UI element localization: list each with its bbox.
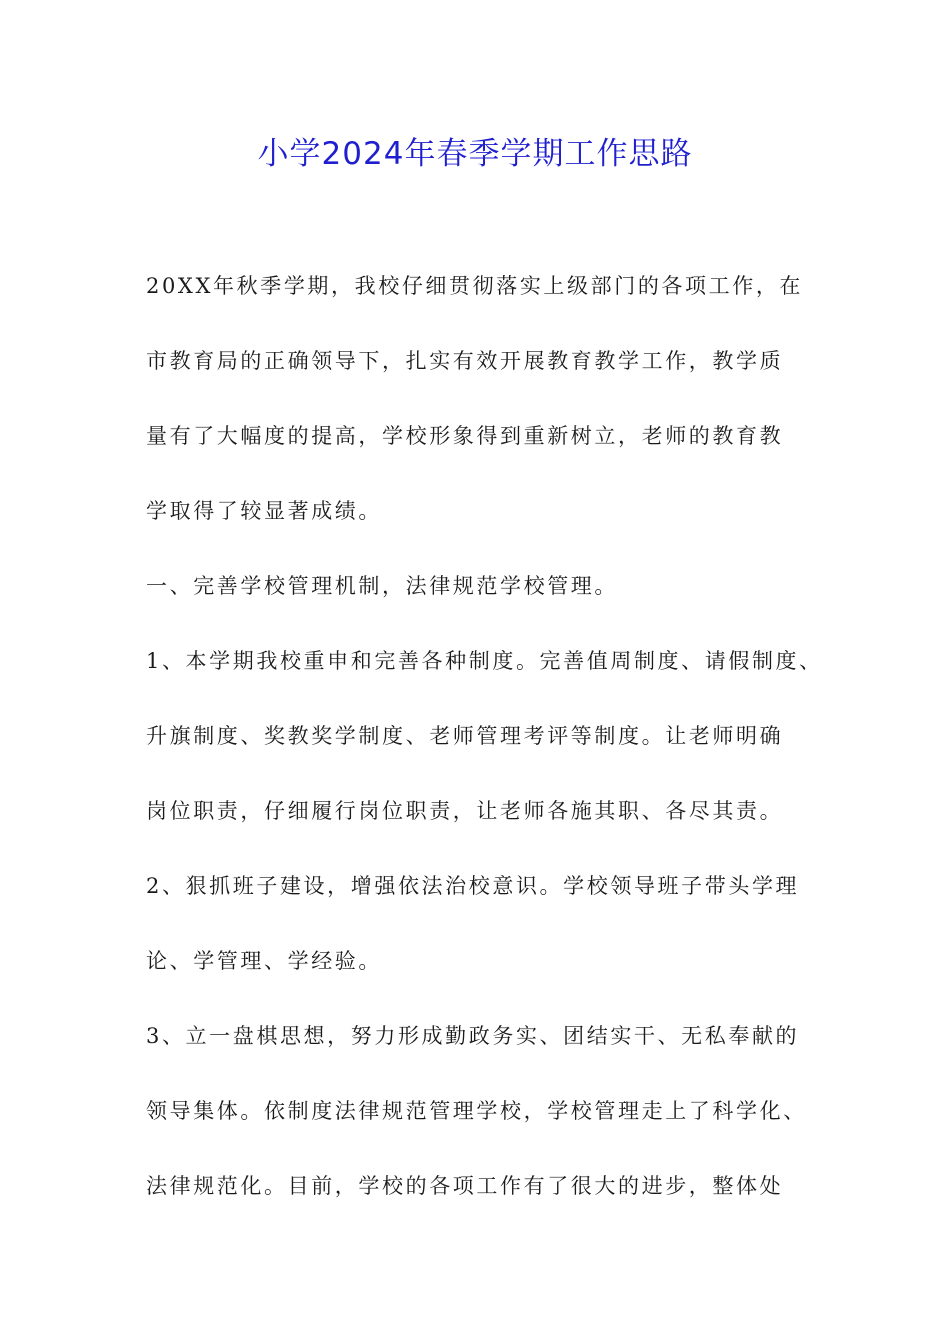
paragraph-line: 论、学管理、学经验。 [146, 949, 382, 973]
paragraph-line: 20XX年秋季学期，我校仔细贯彻落实上级部门的各项工作，在 [146, 274, 804, 298]
paragraph-line: 量有了大幅度的提高，学校形象得到重新树立，老师的教育教 [146, 424, 784, 448]
paragraph-line: 市教育局的正确领导下，扎实有效开展教育教学工作，教学质 [146, 349, 784, 373]
paragraph-line: 3、立一盘棋思想，努力形成勤政务实、团结实干、无私奉献的 [146, 1024, 800, 1048]
paragraph-line: 领导集体。依制度法律规范管理学校，学校管理走上了科学化、 [146, 1099, 807, 1123]
paragraph-line: 学取得了较显著成绩。 [146, 499, 382, 523]
paragraph-line: 升旗制度、奖教奖学制度、老师管理考评等制度。让老师明确 [146, 724, 784, 748]
document-title: 小学2024年春季学期工作思路 [257, 136, 693, 172]
paragraph-line: 2、狠抓班子建设，增强依法治校意识。学校领导班子带头学理 [146, 874, 800, 898]
paragraph-line: 1、本学期我校重申和完善各种制度。完善值周制度、请假制度、 [146, 649, 823, 673]
section-heading: 一、完善学校管理机制，法律规范学校管理。 [146, 574, 618, 598]
paragraph-line: 法律规范化。目前，学校的各项工作有了很大的进步，整体处 [146, 1174, 784, 1198]
paragraph-line: 岗位职责，仔细履行岗位职责，让老师各施其职、各尽其责。 [146, 799, 784, 823]
